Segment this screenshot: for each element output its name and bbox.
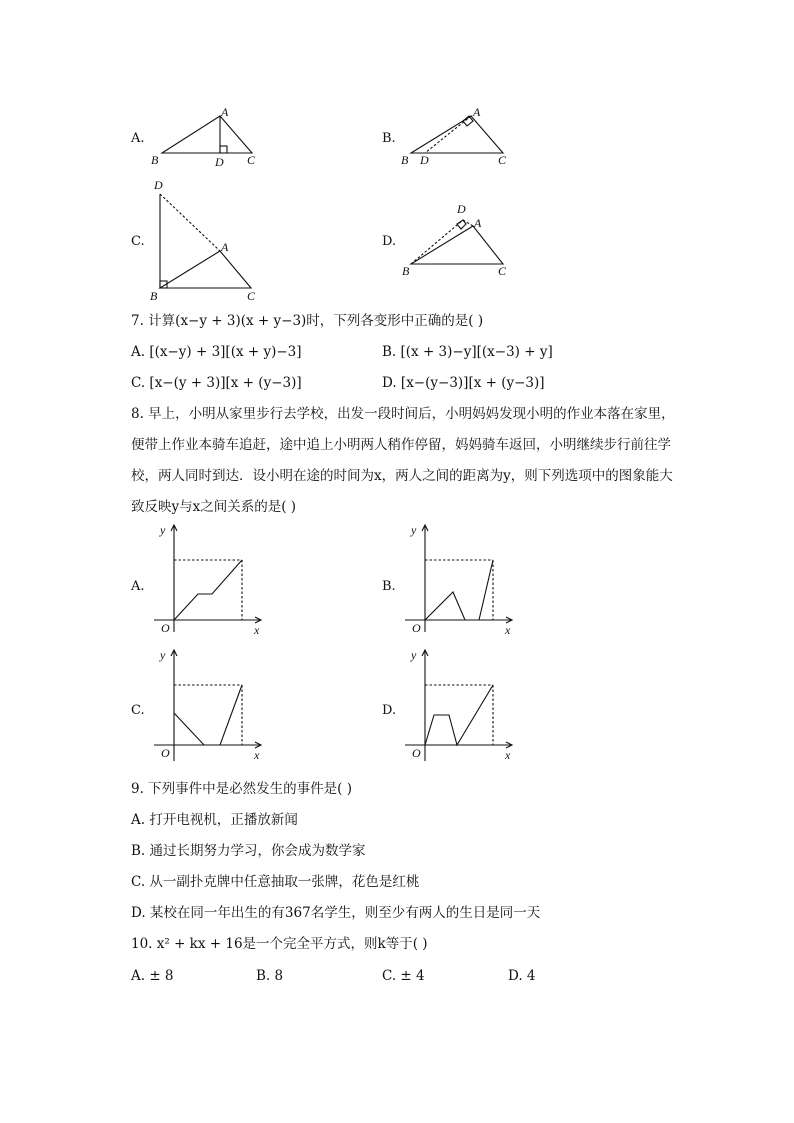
- label-b: B: [150, 289, 158, 302]
- label-b: B: [401, 153, 409, 167]
- label-d: D: [215, 155, 224, 168]
- q8-stem-line-4: 致反映y与x之间关系的是( ): [131, 499, 297, 515]
- right-angle-mark: [463, 116, 473, 126]
- triangle-abc: [160, 251, 251, 288]
- label-a: A: [221, 105, 229, 119]
- label-d: D: [154, 178, 163, 192]
- q10-option-a[interactable]: A. ± 8: [131, 968, 174, 984]
- q7-option-a[interactable]: A. [(x−y) + 3][(x + y)−3]: [131, 344, 302, 360]
- segment-da: [160, 194, 220, 251]
- graph-line: [425, 560, 493, 620]
- q10-stem: 10. x² + kx + 16是一个完全平方式，则k等于( ): [131, 936, 428, 952]
- x-label: x: [254, 748, 260, 762]
- q6-option-d-figure: [399, 200, 519, 282]
- q7-option-b[interactable]: B. [(x + 3)−y][(x−3) + y]: [382, 344, 553, 360]
- q9-option-c[interactable]: C. 从一副扑克牌中任意抽取一张牌，花色是红桃: [131, 874, 420, 890]
- q10-option-b[interactable]: B. 8: [256, 968, 284, 984]
- label-a: A: [474, 216, 482, 230]
- q8-option-c-graph: [150, 645, 275, 765]
- q6-option-b-figure: [399, 102, 519, 168]
- q8-option-d-graph: [401, 645, 526, 765]
- q7-option-c[interactable]: C. [x−(y + 3)][x + (y−3)]: [131, 375, 302, 391]
- right-angle-mark: [457, 220, 466, 229]
- x-label: x: [505, 623, 511, 637]
- q9-option-a[interactable]: A. 打开电视机，正播放新闻: [131, 812, 298, 828]
- q8-option-a-letter[interactable]: A.: [131, 579, 145, 594]
- q6-option-d-letter[interactable]: D.: [382, 234, 397, 249]
- graph-line: [425, 685, 493, 745]
- origin-label: O: [161, 621, 170, 635]
- q10-option-d[interactable]: D. 4: [508, 968, 536, 984]
- q8-stem-line-1: 8. 早上，小明从家里步行去学校，出发一段时间后，小明妈妈发现小明的作业本落在家里，: [131, 406, 675, 422]
- q6-option-b-letter[interactable]: B.: [382, 131, 396, 146]
- q7-stem: 7. 计算(x−y + 3)(x + y−3)时，下列各变形中正确的是( ): [131, 313, 484, 329]
- q7-option-d[interactable]: D. [x−(y−3)][x + (y−3)]: [382, 375, 545, 391]
- label-d: D: [457, 202, 466, 216]
- origin-label: O: [161, 746, 170, 760]
- q8-option-b-letter[interactable]: B.: [382, 579, 396, 594]
- graph-line: [174, 685, 242, 745]
- q9-option-d[interactable]: D. 某校在同一年出生的有367名学生，则至少有两人的生日是同一天: [131, 905, 541, 921]
- origin-label: O: [412, 621, 421, 635]
- x-label: x: [505, 748, 511, 762]
- label-c: C: [247, 153, 256, 167]
- origin-label: O: [412, 746, 421, 760]
- x-label: x: [254, 623, 260, 637]
- label-c: C: [498, 153, 507, 167]
- y-label: y: [411, 648, 417, 662]
- q6-option-c-figure: [148, 176, 268, 302]
- label-c: C: [498, 264, 507, 278]
- label-a: A: [221, 240, 229, 254]
- q8-option-d-letter[interactable]: D.: [382, 703, 397, 718]
- q8-stem-line-2: 便带上作业本骑车追赶，途中追上小明两人稍作停留，妈妈骑车返回，小明继续步行前往学: [131, 437, 671, 453]
- y-label: y: [160, 523, 166, 537]
- q8-option-b-graph: [401, 520, 526, 640]
- label-c: C: [247, 289, 256, 302]
- triangle-abc: [411, 116, 503, 153]
- label-a: A: [473, 105, 481, 119]
- graph-line: [174, 560, 242, 620]
- label-b: B: [402, 264, 410, 278]
- q8-option-a-graph: [150, 520, 275, 640]
- label-d: D: [420, 153, 429, 167]
- q9-stem: 9. 下列事件中是必然发生的事件是( ): [131, 781, 352, 797]
- y-label: y: [160, 648, 166, 662]
- q6-option-c-letter[interactable]: C.: [131, 234, 145, 249]
- triangle-abc: [411, 226, 503, 264]
- segment-bd: [411, 220, 463, 264]
- q6-option-a-figure: [148, 102, 268, 168]
- right-angle-mark: [220, 146, 227, 153]
- label-b: B: [151, 153, 159, 167]
- q8-option-c-letter[interactable]: C.: [131, 703, 145, 718]
- q9-option-b[interactable]: B. 通过长期努力学习，你会成为数学家: [131, 843, 366, 859]
- q6-option-a-letter[interactable]: A.: [131, 131, 145, 146]
- y-label: y: [411, 523, 417, 537]
- triangle-abc: [162, 116, 252, 153]
- q8-stem-line-3: 校，两人同时到达．设小明在途的时间为x，两人之间的距离为y，则下列选项中的图象能大: [131, 468, 673, 484]
- q10-option-c[interactable]: C. ± 4: [382, 968, 425, 984]
